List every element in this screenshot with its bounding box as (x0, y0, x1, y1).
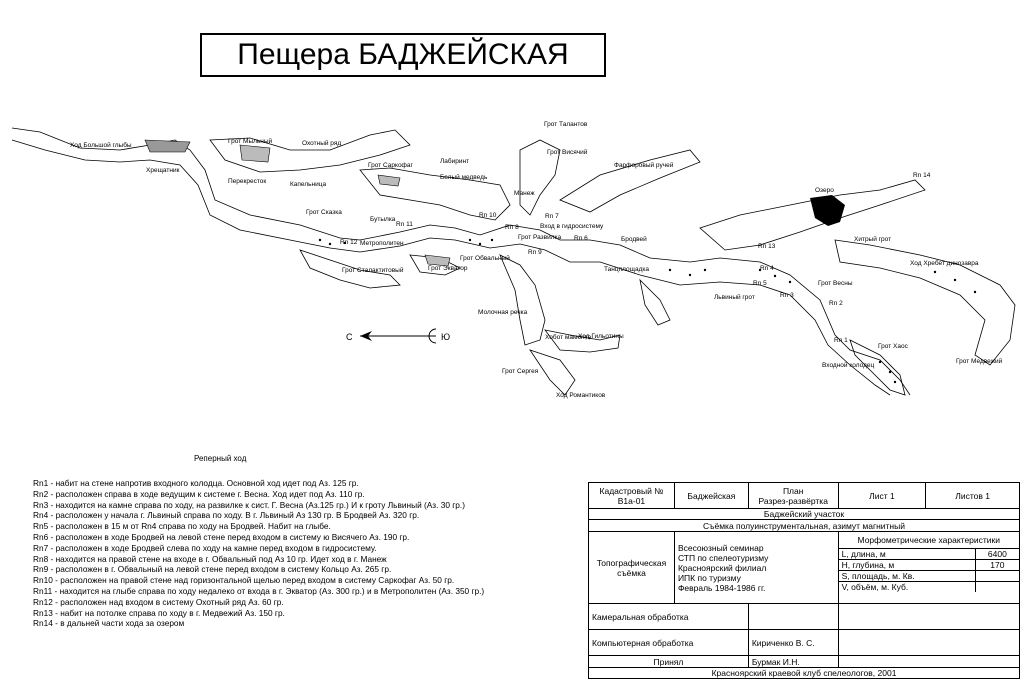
compass-south-label: Ю (441, 332, 451, 342)
legend-line: Rn10 - расположен на правой стене над горизонтальной щелью перед входом в систему Саркофаг Аз. 50 гр. (33, 575, 455, 586)
map-label: Львиный грот (714, 294, 755, 301)
map-label: Rn 12 (340, 239, 358, 246)
map-label: Грот Мыльный (228, 138, 273, 145)
kameral-cell: Камеральная обработка (589, 604, 749, 630)
map-label: Rn 14 (913, 172, 931, 179)
map-label: Бутылка (370, 216, 396, 223)
map-label: Танцплощадка (604, 266, 649, 273)
map-label: Грот Сталактитовый (342, 267, 404, 274)
legend-line: Rn9 - расположен в г. Обвальный на левой стене перед входом в систему Кольцо Аз. 265 гр. (33, 564, 392, 575)
map-label: Грот Сказка (306, 209, 342, 216)
map-label: Грот Развилка (518, 234, 562, 241)
cadastral-cell: Кадастровый № В1а-01 (589, 483, 675, 509)
legend-line: Rn1 - набит на стене напротив входного колодца. Основной ход идет под Аз. 125 гр. (33, 478, 359, 488)
map-label: Rn 5 (753, 280, 767, 287)
hatched-zone (240, 145, 270, 162)
sheets-cell: Листов 1 (926, 483, 1020, 509)
legend-line: Rn7 - расположен в ходе Бродвей слева по ходу на камне перед входом в гидросистему. (33, 542, 377, 553)
map-label: Грот Висячий (547, 149, 588, 156)
legend-line: Rn12 - расположен над входом в систему Охотный ряд Аз. 60 гр. (33, 596, 284, 607)
hatched-zone (378, 175, 400, 186)
map-label: Rn 7 (545, 213, 559, 220)
map-label: Rn 8 (505, 224, 519, 231)
cave-passage-outline (560, 150, 700, 212)
map-label: Ход Гильотины (578, 333, 624, 340)
rubble-dots (319, 239, 976, 383)
map-label: Rn 1 (834, 337, 848, 344)
title-block (588, 482, 1020, 679)
map-label: Вход в гидросистему (540, 223, 604, 230)
map-label: Молочная речка (478, 309, 528, 316)
legend-line: Rn2 - расположен справа в ходе ведущим к системе г. Весна. Ход идет под Аз. 110 гр. (33, 488, 365, 499)
map-label: Лабиринт (440, 158, 470, 165)
topo-details-cell: Всесоюзный семинар СТП по спелеотуризму Красноярский филиал ИПК по туризму Февраль 1984-1986 гг. (674, 532, 838, 604)
map-label: Грот Сергея (502, 368, 539, 375)
accepted-name-cell: Бурмак И.Н. (748, 656, 838, 668)
hatched-zone (145, 140, 190, 152)
topo-label-cell: Топографическая съёмка (589, 532, 675, 604)
map-label: Грот Талантов (544, 121, 588, 128)
plan-cell: План Разрез-развёртка (748, 483, 838, 509)
cave-passage-outline (500, 255, 545, 345)
benchmark-legend (33, 478, 484, 629)
legend-line: Rn11 - находится на глыбе справа по ходу недалеко от входа в г. Экватор (Аз. 300 гр.) и в Метрополитен (Аз. 350 гр.) (33, 585, 485, 596)
compass-north-label: С (346, 332, 353, 342)
map-label: Метрополитен (360, 240, 404, 247)
cave-map (0, 100, 1024, 445)
map-label: Бродвей (621, 236, 647, 243)
map-label: Белый медведь (440, 174, 488, 181)
club-cell: Красноярский краевой клуб спелеологов, 2001 (589, 668, 1020, 679)
map-label: Rn 6 (574, 235, 588, 242)
cave-name-cell: Баджейская (674, 483, 748, 509)
legend-line: Rn8 - находится на правой стене на входе в г. Обвальный под Аз 10 гр. Идет ход в г. Манеж (33, 553, 387, 564)
compass-arrow (346, 329, 450, 343)
legend-line: Rn6 - расположен в ходе Бродвей на левой стене перед входом в систему ю Висячего Аз. 190 гр. (33, 531, 410, 542)
legend-line: Rn4 - расположен у начала г. Львиный справа по ходу. В г. Львиный Аз 130 гр. В Бродвей Аз. 320 гр. (33, 510, 420, 521)
map-label: Ход Хребет динозавра (910, 260, 979, 267)
accepted-label-cell: Принял (589, 656, 749, 668)
map-label: Rn 11 (396, 221, 413, 228)
lake-shape (810, 195, 845, 226)
map-label: Rn 3 (780, 292, 794, 299)
map-label: Грот Медвежий (956, 358, 1003, 365)
legend-line: Rn3 - находится на камне справа по ходу, на развилке к сист. Г. Весна (Аз.125 гр.) И к гроту Львиный (Аз. 30 гр.) (33, 499, 465, 510)
page-title: Пещера БАДЖЕЙСКАЯ (200, 33, 606, 77)
map-label: Хрещатник (146, 167, 180, 174)
map-label: Rn 10 (479, 212, 497, 219)
survey-method-cell: Съёмка полуинструментальная, азимут магнитный (589, 520, 1020, 532)
map-label: Перекресток (228, 178, 267, 185)
map-label: Rn 4 (760, 265, 774, 272)
map-label: Rn 9 (528, 249, 542, 256)
legend-line: Rn5 - расположен в 15 м от Rn4 справа по ходу на Бродвей. Набит на глыбе. (33, 521, 331, 532)
morpho-cell: Морфометрические характеристики L, длина, м 6400 H, глубина, м 170 S, площадь, м. Кв. V, объём, м. Куб. (838, 532, 1019, 604)
map-label: Грот Обвальный (460, 255, 510, 262)
map-label: Грот Весны (818, 280, 853, 287)
computer-label-cell: Компьютерная обработка (589, 630, 749, 656)
section-cell: Баджейский участок (589, 509, 1020, 520)
legend-line: Rn13 - набит на потолке справа по ходу в г. Медвежий Аз. 150 гр. (33, 607, 285, 618)
reper-label: Реперный ход (194, 454, 247, 463)
map-label: Ход Большой глыбы (70, 142, 132, 149)
legend-line: Rn14 - в дальней части хода за озером (33, 618, 185, 629)
sheet-cell: Лист 1 (838, 483, 926, 509)
map-label: Rn 2 (829, 300, 843, 307)
map-label: Фарфоровый ручей (614, 162, 674, 169)
map-label: Грот Хаос (878, 343, 908, 350)
computer-name-cell: Кириченко В. С. (748, 630, 838, 656)
map-label: Грот Экватор (428, 265, 468, 272)
cave-passage-outline (700, 180, 925, 250)
map-label: Капельница (290, 181, 327, 188)
cave-passage-outline (640, 280, 670, 325)
map-label: Ход Романтиков (556, 392, 606, 399)
map-label: Хобот мамонта (545, 334, 592, 341)
map-label: Входной колодец (822, 362, 875, 369)
map-label: Охотный ряд (302, 140, 342, 147)
map-label: Озеро (815, 187, 834, 194)
map-label: Rn 13 (758, 243, 776, 250)
map-label: Хитрый грот (854, 236, 892, 243)
map-label: Грот Саркофаг (368, 162, 413, 169)
map-label: Манеж (514, 190, 535, 197)
